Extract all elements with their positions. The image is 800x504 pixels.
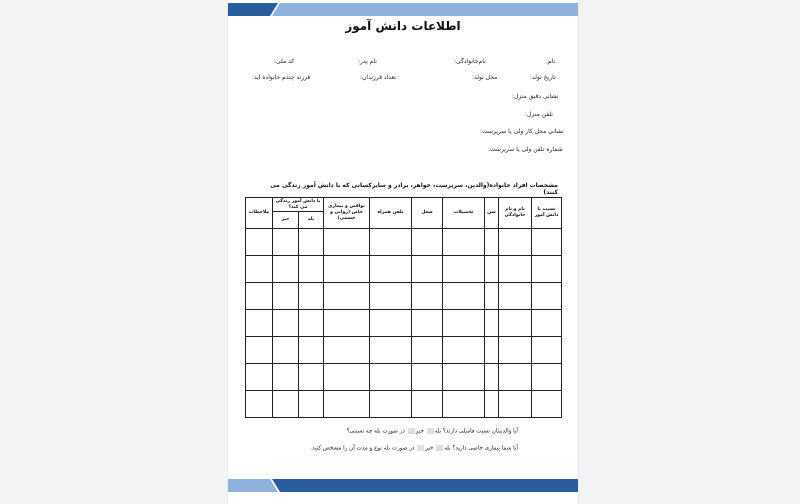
table-cell[interactable] [443, 310, 485, 337]
table-cell[interactable] [324, 310, 370, 337]
form-page [228, 0, 578, 504]
table-cell[interactable] [532, 337, 562, 364]
table-cell[interactable] [412, 364, 443, 391]
table-cell[interactable] [246, 391, 273, 418]
table-cell[interactable] [485, 391, 499, 418]
table-cell[interactable] [412, 283, 443, 310]
table-cell[interactable] [412, 229, 443, 256]
table-cell[interactable] [412, 337, 443, 364]
table-row [246, 391, 562, 418]
table-cell[interactable] [273, 256, 299, 283]
table-cell[interactable] [273, 337, 299, 364]
table-cell[interactable] [532, 256, 562, 283]
birth-date-label: تاریخ تولد: [530, 74, 556, 81]
table-cell[interactable] [246, 337, 273, 364]
table-row [246, 256, 562, 283]
table-cell[interactable] [412, 310, 443, 337]
table-cell[interactable] [246, 310, 273, 337]
table-cell[interactable] [532, 391, 562, 418]
table-cell[interactable] [299, 229, 324, 256]
header-notes: ملاحظات [246, 198, 273, 229]
header-education: تحصیلات [443, 198, 485, 229]
table-cell[interactable] [273, 229, 299, 256]
question-relatives-followup: در صورت بله چه نسبتی؟ [346, 428, 405, 435]
question-illness-no-label: خیر [425, 445, 434, 452]
page-title: اطلاعات دانش آموز [345, 19, 461, 33]
children-count-label: تعداد فرزندان: [360, 74, 396, 81]
table-cell[interactable] [532, 283, 562, 310]
table-cell[interactable] [412, 391, 443, 418]
table-cell[interactable] [370, 364, 412, 391]
table-row [246, 337, 562, 364]
home-address-label: نشانی دقیق منزل: [512, 93, 559, 100]
table-cell[interactable] [299, 310, 324, 337]
table-cell[interactable] [246, 229, 273, 256]
table-cell[interactable] [246, 283, 273, 310]
table-cell[interactable] [299, 391, 324, 418]
header-disability: نواقص و بیماری خاص (روانی و جسمی) [324, 198, 370, 229]
table-cell[interactable] [485, 337, 499, 364]
family-table-title: مشخصات افراد خانواده(والدین، سرپرست، خواهر، برادر و سایرکسانی که با دانش آموز زندگی می کنند) [270, 182, 558, 196]
family-table-body [246, 229, 562, 418]
home-phone-label: تلفن منزل: [525, 111, 553, 118]
father-name-label: نام پدر: [358, 58, 377, 65]
table-cell[interactable] [485, 229, 499, 256]
table-row [246, 229, 562, 256]
table-cell[interactable] [370, 391, 412, 418]
table-row [246, 364, 562, 391]
table-cell[interactable] [324, 229, 370, 256]
table-cell[interactable] [324, 337, 370, 364]
question-illness-yes-label: بله [444, 445, 451, 452]
question-relatives-no-checkbox[interactable] [408, 428, 415, 434]
table-row [246, 310, 562, 337]
table-cell[interactable] [273, 310, 299, 337]
guardian-work-address-label: نشانی محل کار ولی یا سرپرست: [480, 128, 564, 135]
header-lives-with: با دانش آموز زندگی می کند؟ [273, 198, 324, 212]
table-cell[interactable] [370, 229, 412, 256]
header-no: خیر [273, 212, 299, 229]
table-cell[interactable] [299, 283, 324, 310]
question-relatives-no-label: خیر [415, 428, 424, 435]
table-cell[interactable] [485, 364, 499, 391]
header-job: شغل [412, 198, 443, 229]
table-cell[interactable] [499, 391, 532, 418]
table-cell[interactable] [299, 337, 324, 364]
question-illness-yes-checkbox[interactable] [436, 445, 443, 451]
question-relatives-yes-label: بله [434, 428, 442, 435]
table-cell[interactable] [499, 256, 532, 283]
header-age: سن [485, 198, 499, 229]
table-cell[interactable] [499, 310, 532, 337]
question-illness-followup: در صورت بله نوع و مدت آن را مشخص کنید. [310, 445, 415, 452]
table-cell[interactable] [485, 310, 499, 337]
table-cell[interactable] [443, 391, 485, 418]
table-cell[interactable] [273, 283, 299, 310]
table-cell[interactable] [246, 364, 273, 391]
table-cell[interactable] [299, 364, 324, 391]
table-cell[interactable] [324, 256, 370, 283]
table-cell[interactable] [485, 256, 499, 283]
table-cell[interactable] [443, 364, 485, 391]
child-order-label: فرزند چندم خانواده اید: [252, 74, 311, 81]
table-cell[interactable] [324, 364, 370, 391]
table-cell[interactable] [499, 229, 532, 256]
table-cell[interactable] [370, 283, 412, 310]
table-cell[interactable] [443, 256, 485, 283]
family-name-label: نام‌خانوادگی: [454, 58, 486, 65]
table-cell[interactable] [273, 364, 299, 391]
header-relation: نسبت با دانش آموز [532, 198, 562, 229]
table-cell[interactable] [499, 364, 532, 391]
question-illness-no-checkbox[interactable] [417, 445, 424, 451]
table-cell[interactable] [443, 337, 485, 364]
table-cell[interactable] [273, 391, 299, 418]
bottom-decorative-band [228, 479, 578, 492]
table-cell[interactable] [324, 283, 370, 310]
national-code-label: کد ملی: [274, 58, 295, 65]
question-illness-text: آیا شما بیماری خاصی دارید؟ [452, 445, 518, 452]
guardian-phone-label: شماره تلفن ولی یا سرپرست: [488, 146, 563, 153]
top-decorative-band [228, 3, 578, 16]
header-yes: بله [299, 212, 324, 229]
table-cell[interactable] [370, 256, 412, 283]
table-cell[interactable] [370, 337, 412, 364]
table-cell[interactable] [443, 283, 485, 310]
table-cell[interactable] [485, 283, 499, 310]
question-relatives-yes-checkbox[interactable] [427, 428, 434, 434]
header-mobile: تلفن همراه [370, 198, 412, 229]
table-cell[interactable] [370, 310, 412, 337]
table-row [246, 283, 562, 310]
table-cell[interactable] [299, 256, 324, 283]
table-cell[interactable] [532, 364, 562, 391]
table-cell[interactable] [412, 256, 443, 283]
table-cell[interactable] [499, 337, 532, 364]
question-illness [310, 445, 518, 452]
table-cell[interactable] [499, 283, 532, 310]
name-label: نام: [546, 58, 556, 65]
header-full-name: نام و نام خانوادگی [499, 198, 532, 229]
question-relatives [347, 428, 518, 435]
table-cell[interactable] [246, 256, 273, 283]
table-cell[interactable] [324, 391, 370, 418]
table-cell[interactable] [443, 229, 485, 256]
table-cell[interactable] [532, 229, 562, 256]
birth-place-label: محل تولد: [472, 74, 498, 81]
table-cell[interactable] [532, 310, 562, 337]
question-relatives-text: آیا والدینتان نسبت فامیلی دارند؟ [442, 428, 518, 435]
family-members-table [245, 197, 562, 418]
